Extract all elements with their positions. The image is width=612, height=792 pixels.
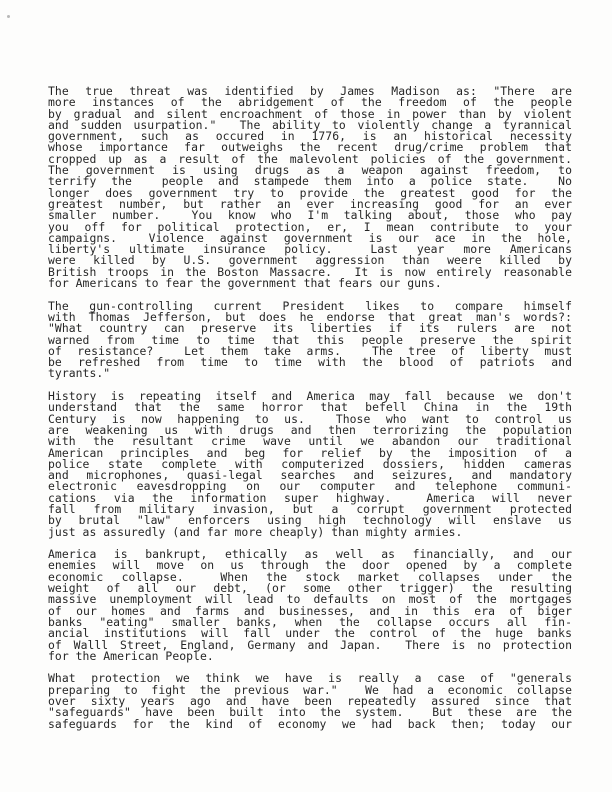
text-line: safeguards for the kind of economy we had back then; today our (48, 716, 572, 731)
text-line: for the American People. (48, 648, 214, 663)
text-line: What protection we think we have is really a case of "generals (48, 671, 572, 686)
text-line: and microphones, quasi-legal searches and seizures, and mandatory (48, 468, 572, 483)
text-line: massive unemployment will lead to defaults on most of the mortgages (48, 592, 572, 607)
paragraph-2 (48, 298, 572, 381)
text-line: The gun-controlling current President likes to compare himself (48, 298, 572, 313)
text-line: with the resultant crime wave until we abandon our traditional (48, 434, 572, 449)
text-line: understand that the same horror that befell China in the 19th (48, 400, 572, 415)
text-line: smaller number. You know who I'm talking about, those who pay (48, 208, 572, 223)
text-line: of Walll Street, England, Germany and Japan. There is no protection (48, 637, 572, 652)
text-line: economic collapse. When the stock market collapses under the (48, 569, 572, 584)
text-line: for Americans to fear the government that fears our guns. (48, 276, 442, 291)
body-text (48, 86, 572, 741)
text-line: and sudden usurpation." The ability to violently change a tyrannical (48, 117, 572, 132)
text-line: with Thomas Jefferson, but does he endorse that great man's words?: (48, 309, 572, 324)
scan-speck (7, 15, 10, 18)
text-line: police state complete with computerized dossiers, hidden cameras (48, 456, 572, 471)
text-line: "What country can preserve its liberties if its rulers are not (48, 321, 572, 336)
text-line: campaigns. Violence against government is our ace in the hole, (48, 230, 572, 245)
text-line: banks "eating" smaller banks, when the collapse occurs all fin- (48, 614, 572, 629)
text-line: over sixty years ago and have been repeatedly assured since that (48, 694, 572, 709)
text-line: cropped up as a result of the malevolent policies of the government. (48, 151, 572, 166)
text-line: fall from military invasion, but a corrupt government protected (48, 501, 572, 516)
text-line: The government is using drugs as a weapon against freedom, to (48, 163, 572, 178)
text-line: enemies will move on us through the door opened by a complete (48, 558, 572, 573)
paragraph-4 (48, 549, 572, 662)
text-line: cations via the information super highway. America will never (48, 490, 572, 505)
text-line: are weakening us with drugs and then terrorizing the population (48, 422, 572, 437)
text-line: History is repeating itself and America may fall because we don't (48, 389, 572, 404)
text-line: Century is now happening to us. Those who want to control us (48, 411, 572, 426)
text-line: by gradual and silent encroachment of those in power than by violent (48, 106, 572, 121)
text-line: The true threat was identified by James Madison as: "There are (48, 84, 572, 98)
text-line: were killed by U.S. government aggression than weere killed by (48, 253, 572, 268)
text-line: be refreshed from time to time with the blood of patriots and (48, 355, 572, 370)
text-line: of resistance? Let them take arms. The tree of liberty must (48, 343, 572, 358)
text-line: weight of all our debt, (or some other trigger) the resulting (48, 581, 572, 596)
text-line: you off for political protection, er, I mean contribute to your (48, 219, 572, 234)
text-line: just as assuredly (and far more cheaply) than mighty armies. (48, 524, 463, 539)
text-line: American principles and beg for relief by the imposition of a (48, 445, 572, 460)
text-line: by brutal "law" enforcers using high technology will enslave us (48, 513, 572, 528)
text-line: "safeguards" have been built into the system. But these are the (48, 705, 572, 720)
paragraph-5 (48, 673, 572, 729)
text-line: electronic eavesdropping on our computer and telephone communi- (48, 479, 572, 494)
text-line: longer does government try to provide the greatest good for the (48, 185, 572, 200)
paragraph-3 (48, 391, 572, 538)
paragraph-1 (48, 86, 572, 289)
text-line: government, such as occured in 1776, is an historical necessity (48, 129, 572, 144)
text-line: ancial institutions will fall under the control of the huge banks (48, 626, 572, 641)
text-line: tyrants." (48, 366, 111, 381)
text-line: whose importance far outweighs the recent drug/crime problem that (48, 140, 572, 155)
text-line: terrify the people and stampede them into a police state. No (48, 174, 572, 189)
text-line: of our homes and farms and businesses, and in this era of biger (48, 603, 572, 618)
text-line: more instances of the abridgement of the freedom of the people (48, 95, 572, 110)
text-line: greatest number, but rather an ever increasing good for an ever (48, 196, 572, 211)
text-line: liberty's ultimate insurance policy. Last year more Americans (48, 242, 572, 257)
text-line: warned from time to time that this people preserve the spirit (48, 332, 572, 347)
text-line: America is bankrupt, ethically as well as financially, and our (48, 547, 572, 562)
text-line: preparing to fight the previous war." We had a economic collapse (48, 682, 572, 697)
text-line: British troops in the Boston Massacre. It is now entirely reasonable (48, 264, 572, 279)
